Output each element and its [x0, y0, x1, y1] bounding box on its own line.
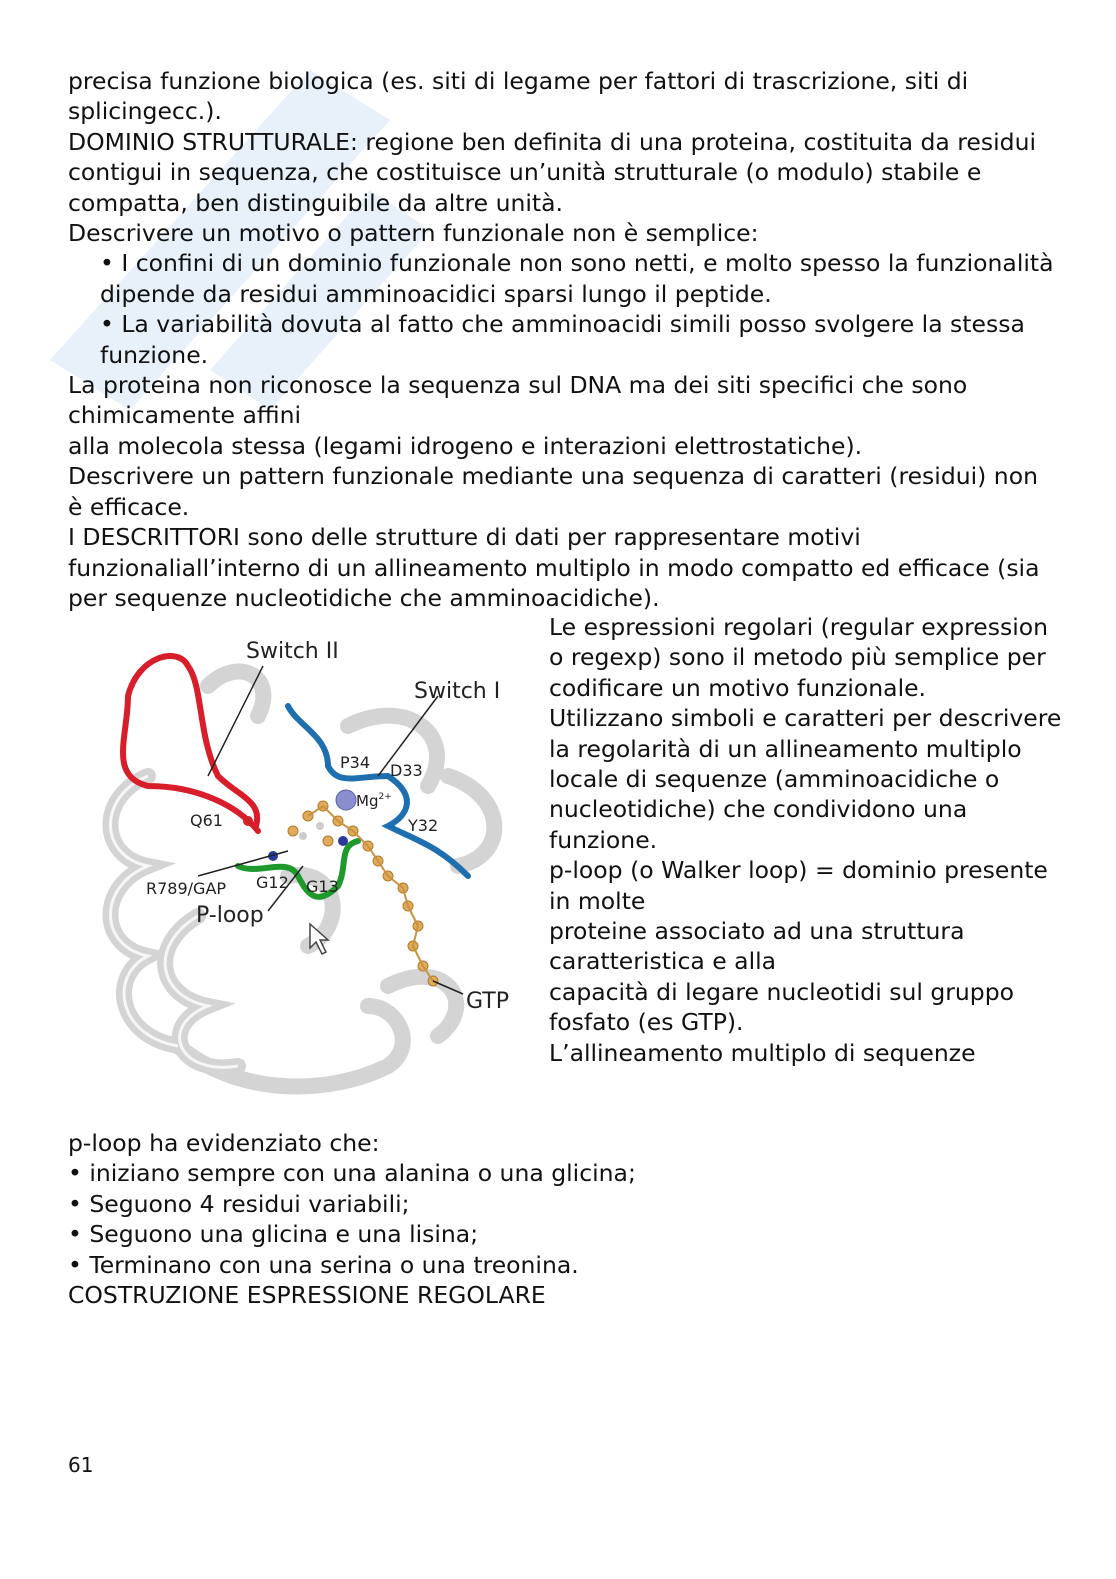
- paragraph: alla molecola stessa (legami idrogeno e interazioni elettrostatiche).: [68, 431, 863, 460]
- paragraph: p-loop ha evidenziato che:: [68, 1129, 380, 1157]
- bullet-item: • I confini di un dominio funzionale non sono netti, e molto spesso la funzionalità dipende da residui amminoacidici sparsi lungo il peptide.: [100, 249, 1054, 308]
- label-r789-gap: R789/GAP: [146, 879, 227, 898]
- page-number: 61: [68, 1453, 94, 1477]
- paragraph: Le espressioni regolari (regular expression o regexp) sono il metodo più semplice per codificare un motivo funzionale.: [549, 613, 1049, 702]
- bullet-item: • iniziano sempre con una alanina o una glicina;: [68, 1159, 636, 1188]
- label-switch-2: Switch II: [246, 639, 339, 664]
- paragraph: proteine associato ad una struttura caratteristica e alla: [549, 917, 965, 976]
- switch-1-loop: [288, 706, 468, 876]
- mg-ion: [336, 790, 356, 810]
- label-switch-1: Switch I: [414, 679, 501, 704]
- side-text-block: [549, 612, 1069, 1068]
- bullet-item: • Seguono una glicina e una lisina;: [68, 1220, 479, 1249]
- top-text-block: [68, 66, 1058, 613]
- paragraph: capacità di legare nucleotidi sul gruppo fosfato (es GTP).: [549, 977, 1015, 1037]
- paragraph: Descrivere un motivo o pattern funzionale non è semplice:: [68, 219, 759, 248]
- label-p34: P34: [340, 753, 371, 772]
- label-q61: Q61: [190, 811, 223, 830]
- label-g12: G12: [256, 873, 289, 892]
- paragraph: precisa funzione biologica (es. siti di legame per fattori di trascrizione, siti di splicingecc.).: [68, 67, 969, 126]
- switch-2-loop: [123, 656, 258, 831]
- label-p-loop: P-loop: [196, 903, 264, 928]
- paragraph: DOMINIO STRUTTURALE: regione ben definita di una proteina, costituita da residui contigui in sequenza, che costituisce un’unità strutturale (o modulo) stabile e compatta, ben distinguibile da altre unità.: [68, 127, 1036, 217]
- paragraph: p-loop (o Walker loop) = dominio presente in molte: [549, 856, 1048, 915]
- paragraph: Descrivere un pattern funzionale mediante una sequenza di caratteri (residui) non è efficace.: [68, 462, 1038, 521]
- label-gtp: GTP: [466, 989, 509, 1014]
- label-mg: $Mg^{2+}$: [356, 792, 392, 810]
- label-g13: G13: [306, 877, 339, 896]
- paragraph: L’allineamento multiplo di sequenze: [549, 1038, 976, 1067]
- paragraph: I DESCRITTORI sono delle strutture di dati per rappresentare motivi funzionaliall’interno di un allineamento multiplo in modo compatto ed efficace (sia per sequenze nucleotidiche che amminoacidiche).: [68, 523, 1040, 612]
- protein-structure-figure: [88, 626, 528, 1106]
- bullet-item: • Seguono 4 residui variabili;: [68, 1189, 410, 1218]
- label-y32: Y32: [408, 816, 439, 835]
- section-heading: COSTRUZIONE ESPRESSIONE REGOLARE: [68, 1281, 546, 1310]
- bullet-item: • Terminano con una serina o una treonina.: [68, 1250, 579, 1279]
- bottom-text-block: [68, 1128, 1058, 1310]
- paragraph: La proteina non riconosce la sequenza sul DNA ma dei siti specifici che sono chimicamente affini: [68, 371, 968, 430]
- paragraph: Utilizzano simboli e caratteri per descrivere la regolarità di un allineamento multiplo locale di sequenze (amminoacidiche o nucleotidiche) che condividono una funzione.: [549, 704, 1062, 854]
- bullet-item: • La variabilità dovuta al fatto che amminoacidi simili posso svolgere la stessa funzione.: [100, 310, 1025, 369]
- label-d33: D33: [390, 761, 423, 780]
